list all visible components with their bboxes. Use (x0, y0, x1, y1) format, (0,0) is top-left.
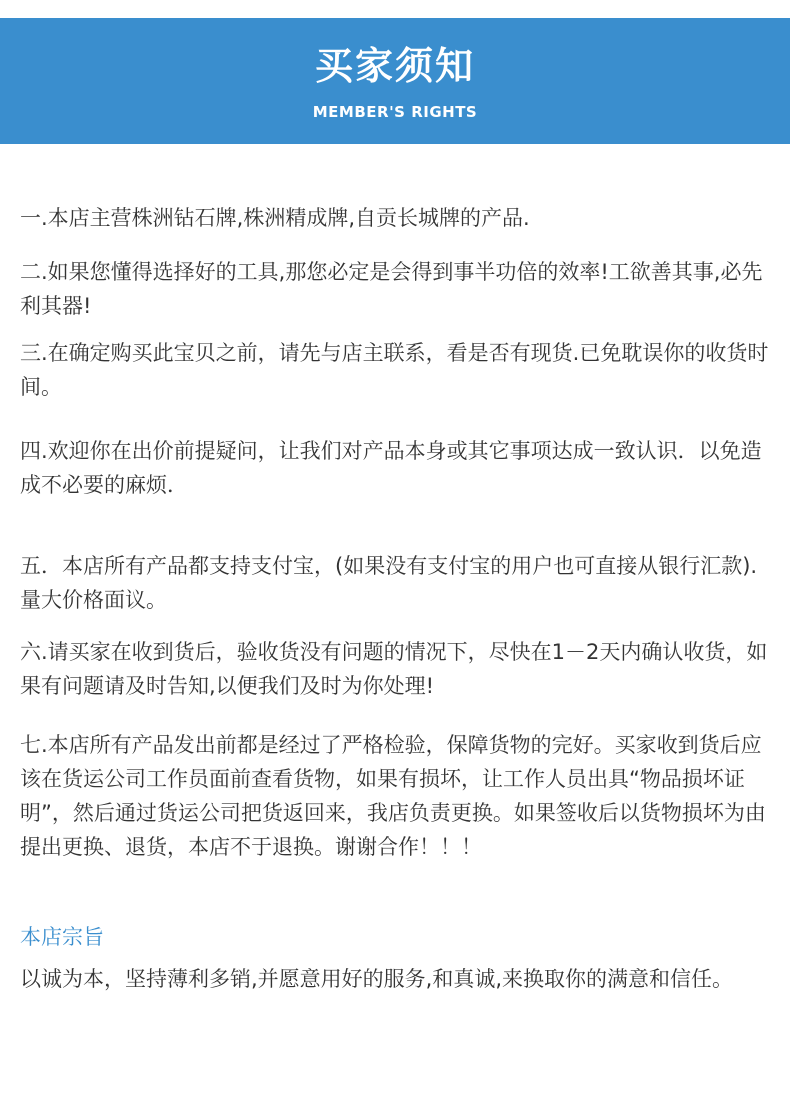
mission-heading: 本店宗旨 (20, 925, 104, 949)
notice-item-6: 六.请买家在收到货后，验收货没有问题的情况下，尽快在1－2天内确认收货，如果有问题请及时告知,以便我们及时为你处理! (20, 640, 768, 698)
mission-text: 以诚为本，坚持薄利多销,并愿意用好的服务,和真诚,来换取你的满意和信任。 (20, 967, 734, 991)
header-banner (0, 18, 790, 144)
page-title: 买家须知 (314, 44, 475, 88)
notice-item-4: 四.欢迎你在出价前提疑问，让我们对产品本身或其它事项达成一致认识．以免造成不必要的麻烦． (20, 439, 762, 497)
notice-item-2: 二.如果您懂得选择好的工具,那您必定是会得到事半功倍的效率!工欲善其事,必先利其器! (20, 260, 763, 318)
notice-item-3: 三.在确定购买此宝贝之前，请先与店主联系，看是否有现货.已免耽误你的收货时间。 (20, 341, 769, 399)
notice-item-5: 五．本店所有产品都支持支付宝，(如果没有支付宝的用户也可直接从银行汇款).量大价格面议。 (20, 554, 758, 612)
notice-item-7: 七.本店所有产品发出前都是经过了严格检验，保障货物的完好。买家收到货后应该在货运公司工作员面前查看货物，如果有损坏，让工作人员出具“物品损坏证明”，然后通过货运公司把货返回来，我店负责更换。如果签收后以货物损坏为由提出更换、退货，本店不于退换。谢谢合作！！！ (20, 733, 766, 859)
page-subtitle: MEMBER'S RIGHTS (312, 103, 478, 121)
notice-item-1: 一.本店主营株洲钻石牌,株洲精成牌,自贡长城牌的产品. (20, 206, 530, 230)
